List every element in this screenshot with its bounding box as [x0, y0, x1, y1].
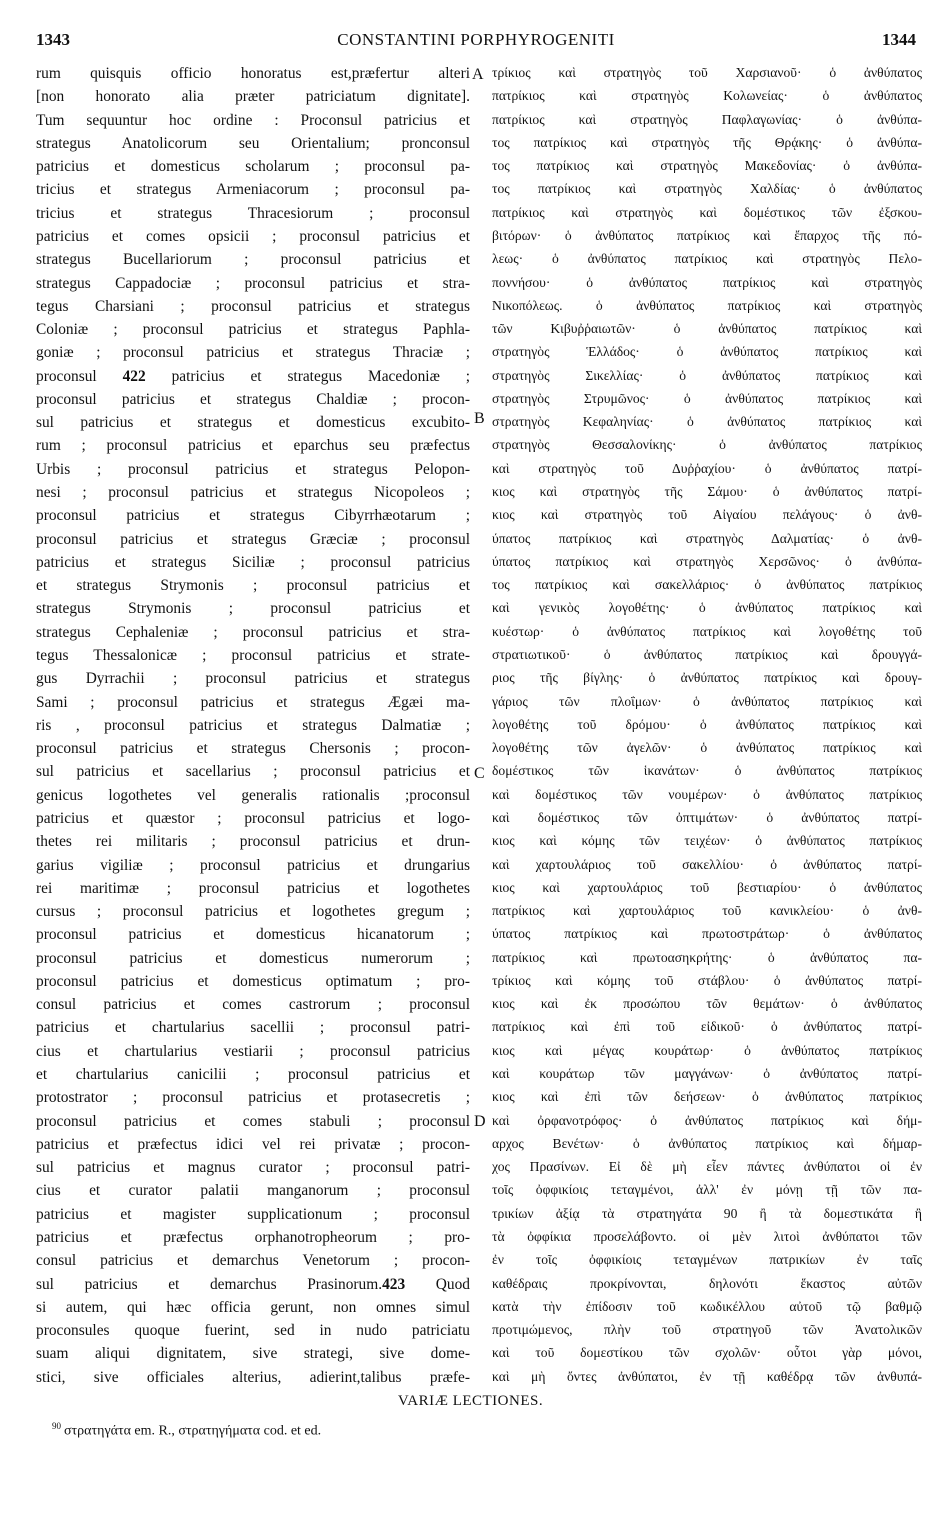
greek-line: καὶ ὀρφανοτρόφος· ὁ ἀνθύπατος πατρίκιος καὶ δήμ- [492, 1112, 922, 1128]
margin-marker-b: B [474, 410, 485, 427]
greek-line: λογοθέτης τῶν ἀγελῶν· ὁ ἀνθύπατος πατρίκιος καὶ [492, 740, 922, 756]
greek-line: ποννήσου· ὁ ἀνθύπατος πατρίκιος καὶ στρατηγὸς [492, 274, 922, 290]
greek-line: κιος καὶ κόμης τῶν τειχέων· ὁ ἀνθύπατος πατρίκιος [492, 833, 922, 849]
greek-line: καθέδραις προκρίνονται, δηλονότι ἕκαστος αὐτῶν [492, 1275, 922, 1291]
greek-line: ύπατος πατρίκιος καὶ πρωτοστράτωρ· ὁ ἀνθύπατος [492, 926, 922, 942]
greek-line: πατρίκιος καὶ χαρτουλάριος τοῦ κανικλείου· ὁ ἀνθ- [492, 903, 922, 919]
greek-line: χος Πρασίνων. Εἰ δὲ μὴ εἶεν πάντες ἀνθύπατοι οἱ ἐν [492, 1159, 922, 1175]
greek-line: γάριος τῶν πλοΐμων· ὁ ἀνθύπατος πατρίκιος καὶ [492, 693, 922, 709]
latin-line: Coloniæ ; proconsul patricius et strategus Paphla- [36, 321, 470, 339]
greek-line: στρατηγὸς Θεσσαλονίκης· ὁ ἀνθύπατος πατρίκιος [492, 437, 922, 453]
latin-line: tegus Charsiani ; proconsul patricius et strategus [36, 297, 470, 315]
latin-line: patricius et domesticus scholarum ; proconsul pa- [36, 158, 470, 176]
latin-line: sul patricius et demarchus Prasinorum.423 Quod [36, 1275, 470, 1293]
variae-lectiones-title: VARIÆ LECTIONES. [397, 1393, 544, 1409]
latin-line: goniæ ; proconsul patricius et strategus Thraciæ ; [36, 344, 470, 362]
latin-line: et strategus Strymonis ; proconsul patricius et [36, 577, 470, 595]
latin-line: cursus ; proconsul patricius et logothetes gregum ; [36, 903, 470, 921]
greek-line: ριος τῆς βίγλης· ὁ ἀνθύπατος πατρίκιος καὶ δρουγ- [492, 670, 922, 686]
latin-line: ris , proconsul patricius et strategus Dalmatiæ ; [36, 716, 470, 734]
greek-line: καὶ τοῦ δομεστίκου τῶν σχολῶν· οὗτοι γὰρ μόνοι, [492, 1345, 922, 1361]
latin-line: proconsul patricius et strategus Cibyrrhæotarum ; [36, 507, 470, 525]
latin-line: Urbis ; proconsul patricius et strategus Pelopon- [36, 460, 470, 478]
latin-line: patricius et præfectus orphanotropheorum ; pro- [36, 1229, 470, 1246]
latin-line: gus Dyrrachii ; proconsul patricius et strategus [36, 670, 470, 688]
greek-line: κιος καὶ μέγας κουράτωρ· ὁ ἀνθύπατος πατρίκιος [492, 1042, 922, 1058]
latin-line: patricius et magister supplicationum ; proconsul [36, 1205, 470, 1223]
greek-line: κιος καὶ στρατηγὸς τῆς Σάμου· ὁ ἀνθύπατος πατρί- [492, 484, 922, 500]
latin-line: proconsules quoque fuerint, sed in nudo patriciatu [36, 1322, 470, 1340]
latin-line: sul patricius et sacellarius ; proconsul patricius et [36, 763, 470, 781]
latin-line: rum ; proconsul patricius et eparchus seu præfectus [36, 437, 470, 455]
greek-line: καὶ δομέστικος τῶν νουμέρων· ὁ ἀνθύπατος πατρίκιος [492, 786, 922, 802]
greek-line: τος πατρίκιος καὶ στρατηγὸς Μακεδονίας· ὁ ἀνθύπα- [492, 158, 922, 174]
latin-line: strategus Cephaleniæ ; proconsul patricius et stra- [36, 623, 470, 641]
greek-line: κιος καὶ ἐπὶ τῶν δεήσεων· ὁ ἀνθύπατος πατρίκιος [492, 1089, 922, 1105]
latin-line: strategus Cappadociæ ; proconsul patricius et stra- [36, 274, 470, 292]
greek-line: πατρίκιος καὶ πρωτοασηκρήτης· ὁ ἀνθύπατος πα- [492, 949, 922, 965]
latin-line: stici, sive officiales alterius, adierint,talibus præfe- [36, 1368, 470, 1386]
latin-line: nesi ; proconsul patricius et strategus Nicopoleos ; [36, 484, 470, 502]
latin-line: consul patricius et comes castrorum ; proconsul [36, 996, 470, 1014]
margin-marker-a: A [472, 66, 484, 83]
greek-line: λεως· ὁ ἀνθύπατος πατρίκιος καὶ στρατηγὸς Πελο- [492, 251, 922, 267]
greek-line: καὶ μὴ ὄντες ἀνθύπατοι, ἐν τῇ καθέδρᾳ τῶν ἀνθυπά- [492, 1368, 922, 1384]
greek-line: Νικοπόλεως. ὁ ἀνθύπατος πατρίκιος καὶ στρατηγὸς [492, 297, 922, 313]
latin-line: cius et curator palatii manganorum ; proconsul [36, 1182, 470, 1200]
latin-line: proconsul patricius et domesticus hicanatorum ; [36, 926, 470, 944]
latin-line: et chartularius canicilii ; proconsul patricius et [36, 1066, 470, 1084]
greek-line: ἐν τοῖς ὀφφικίοις τεταγμένων πατρικίων ἐν ταῖς [492, 1252, 922, 1268]
latin-line: patricius et quæstor ; proconsul patricius et logo- [36, 809, 470, 827]
footnote-number: 90 [52, 1421, 61, 1431]
latin-line: strategus Bucellariorum ; proconsul patricius et [36, 251, 470, 269]
greek-line: κιος καὶ χαρτουλάριος τοῦ βεστιαρίου· ὁ ἀνθύπατος [492, 879, 922, 895]
latin-line: si autem, qui hæc officia gerunt, non omnes simul [36, 1298, 470, 1316]
latin-line: proconsul patricius et strategus Chersonis ; procon- [36, 740, 470, 758]
latin-line: protostrator ; proconsul patricius et protasecretis ; [36, 1089, 470, 1107]
latin-line: tegus Thessalonicæ ; proconsul patricius et strate- [36, 647, 470, 664]
greek-line: ύπατος πατρίκιος καὶ στρατηγὸς Χερσῶνος· ὁ ἀνθύπα- [492, 553, 922, 569]
latin-line: [non honorato alia præter patriciatum dignitate]. [36, 88, 470, 106]
greek-line: στρατιωτικοῦ· ὁ ἀνθύπατος πατρίκιος καὶ δρουγγά- [492, 647, 922, 662]
latin-line: consul patricius et demarchus Venetorum ; procon- [36, 1252, 470, 1270]
margin-marker-d: D [474, 1113, 486, 1130]
greek-line: καὶ χαρτουλάριος τοῦ σακελλίου· ὁ ἀνθύπατος πατρί- [492, 856, 922, 872]
footnote-text: στρατηγάτα em. R., στρατηγήματα cod. et ed. [64, 1423, 322, 1439]
latin-line: patricius et comes opsicii ; proconsul patricius et [36, 227, 470, 245]
latin-line: sul patricius et magnus curator ; proconsul patri- [36, 1159, 470, 1177]
latin-line: Tum sequuntur hoc ordine : Proconsul patricius et [36, 111, 470, 129]
greek-line: στρατηγὸς Ἑλλάδος· ὁ ἀνθύπατος πατρίκιος καὶ [492, 344, 922, 360]
latin-line: cius et chartularius vestiarii ; proconsul patricius [36, 1042, 470, 1060]
greek-line: αρχος Βενέτων· ὁ ἀνθύπατος πατρίκιος καὶ δήμαρ- [492, 1135, 922, 1151]
page-number-right: 1344 [882, 30, 916, 49]
latin-line: patricius et strategus Siciliæ ; proconsul patricius [36, 553, 470, 571]
margin-marker-c: C [474, 765, 485, 782]
latin-line: rei maritimæ ; proconsul patricius et logothetes [36, 879, 470, 897]
latin-line: Sami ; proconsul patricius et strategus Ægæi ma- [36, 693, 470, 711]
greek-line: τοῖς ὀφφικίοις τεταγμένοι, ἀλλ' ἐν μόνῃ τῇ τῶν πα- [492, 1182, 922, 1198]
greek-line: τος πατρίκιος καὶ σακελλάριος· ὁ ἀνθύπατος πατρίκιος [492, 577, 922, 593]
latin-line: proconsul patricius et comes stabuli ; proconsul [36, 1112, 470, 1130]
greek-line: τὰ ὀφφίκια προσελάβοντο. οἱ μὲν λιτοὶ ἀνθύπατοι τῶν [492, 1229, 922, 1244]
latin-line: proconsul patricius et domesticus numerorum ; [36, 949, 470, 967]
greek-line: τρικίων ἀξίᾳ τὰ στρατηγάτα 90 ἢ τὰ δομεστικάτα ἢ [492, 1205, 922, 1221]
greek-line: ύπατος πατρίκιος καὶ στρατηγὸς Δαλματίας· ὁ ἀνθ- [492, 530, 922, 546]
greek-line: κιος καὶ στρατηγὸς τοῦ Αἰγαίου πελάγους· ὁ ἀνθ- [492, 507, 922, 523]
greek-line: τῶν Κιβυῤῥαιωτῶν· ὁ ἀνθύπατος πατρίκιος καὶ [492, 321, 922, 337]
greek-line: κυέστωρ· ὁ ἀνθύπατος πατρίκιος καὶ λογοθέτης τοῦ [492, 623, 922, 639]
greek-line: πατρίκιος καὶ στρατηγὸς Κολωνείας· ὁ ἀνθύπατος [492, 88, 922, 104]
greek-line: τρίκιος καὶ κόμης τοῦ στάβλου· ὁ ἀνθύπατος πατρί- [492, 972, 922, 988]
greek-line: λογοθέτης τοῦ δρόμου· ὁ ἀνθύπατος πατρίκιος καὶ [492, 716, 922, 732]
footnote [52, 1421, 321, 1440]
greek-line: καὶ στρατηγὸς τοῦ Δυῤῥαχίου· ὁ ἀνθύπατος πατρί- [492, 460, 922, 476]
latin-line: suam aliqui dignitatem, sive strategi, sive dome- [36, 1345, 470, 1363]
greek-line: καὶ δομέστικος τῶν ὀπτιμάτων· ὁ ἀνθύπατος πατρί- [492, 809, 922, 825]
latin-line: proconsul patricius et strategus Græciæ ; proconsul [36, 530, 470, 548]
latin-line: tricius et strategus Armeniacorum ; proconsul pa- [36, 181, 470, 199]
latin-line: strategus Anatolicorum seu Orientalium; pronconsul [36, 134, 470, 152]
greek-line: προτιμώμενος, πλὴν τοῦ στρατηγοῦ τῶν Ἀνατολικῶν [492, 1322, 922, 1338]
greek-line: δομέστικος τῶν ἱκανάτων· ὁ ἀνθύπατος πατρίκιος [492, 763, 922, 779]
latin-line: sul patricius et strategus et domesticus excubito- [36, 414, 470, 432]
page-number-left: 1343 [36, 30, 70, 49]
latin-line: thetes rei militaris ; proconsul patricius et drun- [36, 833, 470, 851]
greek-line: πατρίκιος καὶ ἐπὶ τοῦ εἰδικοῦ· ὁ ἀνθύπατος πατρί- [492, 1019, 922, 1035]
running-title: CONSTANTINI PORPHYROGENITI [337, 30, 615, 49]
latin-line: tricius et strategus Thracesiorum ; proconsul [36, 204, 470, 222]
greek-line: τος πατρίκιος καὶ στρατηγὸς τῆς Θρᾴκης· ὁ ἀνθύπα- [492, 134, 922, 150]
greek-line: βιτόρων· ὁ ἀνθύπατος πατρίκιος καὶ ἔπαρχος τῆς πό- [492, 227, 922, 243]
greek-line: πατρίκιος καὶ στρατηγὸς Παφλαγωνίας· ὁ ἀνθύπα- [492, 111, 922, 127]
latin-line: rum quisquis officio honoratus est,præfertur alteri [36, 65, 470, 82]
greek-line: πατρίκιος καὶ στρατηγὸς καὶ δομέστικος τῶν ἐξσκου- [492, 204, 922, 220]
latin-line: proconsul patricius et domesticus optimatum ; pro- [36, 972, 470, 990]
latin-line: genicus logothetes vel generalis rationalis ;proconsul [36, 786, 470, 804]
greek-line: κατὰ τὴν ἐπίδοσιν τοῦ κωδικέλλου αὐτοῦ τῷ βαθμῷ [492, 1298, 922, 1314]
latin-line: proconsul patricius et strategus Chaldiæ ; procon- [36, 390, 470, 408]
latin-line: patricius et præfectus idici vel rei privatæ ; procon- [36, 1135, 470, 1153]
greek-line: κιος καὶ ἐκ προσώπου τῶν θεμάτων· ὁ ἀνθύπατος [492, 996, 922, 1012]
latin-line: strategus Strymonis ; proconsul patricius et [36, 600, 470, 618]
greek-line: τος πατρίκιος καὶ στρατηγὸς Χαλδίας· ὁ ἀνθύπατος [492, 181, 922, 197]
greek-line: στρατηγὸς Σικελλίας· ὁ ἀνθύπατος πατρίκιος καὶ [492, 367, 922, 383]
greek-line: στρατηγὸς Κεφαληνίας· ὁ ἀνθύπατος πατρίκιος καὶ [492, 414, 922, 430]
greek-line: τρίκιος καὶ στρατηγὸς τοῦ Χαρσιανοῦ· ὁ ἀνθύπατος [492, 65, 922, 80]
greek-line: καὶ κουράτωρ τῶν μαγγάνων· ὁ ἀνθύπατος πατρί- [492, 1066, 922, 1082]
latin-line: garius vigiliæ ; proconsul patricius et drungarius [36, 856, 470, 874]
latin-line: proconsul 422 patricius et strategus Macedoniæ ; [36, 367, 471, 385]
latin-line: patricius et chartularius sacellii ; proconsul patri- [36, 1019, 470, 1037]
greek-line: καὶ γενικὸς λογοθέτης· ὁ ἀνθύπατος πατρίκιος καὶ [492, 600, 922, 616]
greek-line: στρατηγὸς Στρυμῶνος· ὁ ἀνθύπατος πατρίκιος καὶ [492, 390, 922, 406]
page-header [36, 30, 916, 54]
